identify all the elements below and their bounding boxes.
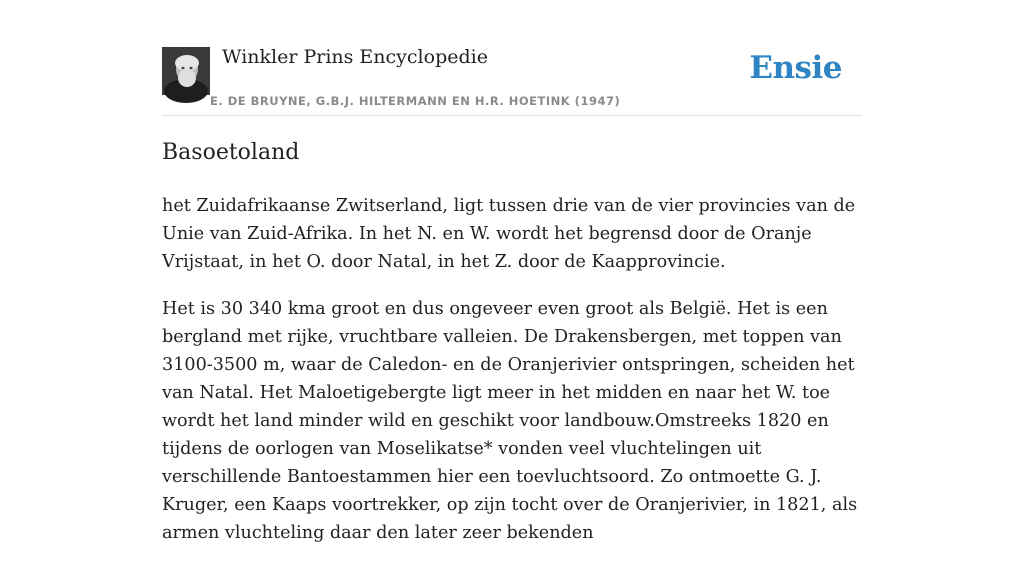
ensie-logo-link[interactable]: Ensie bbox=[749, 50, 842, 86]
book-title[interactable]: Winkler Prins Encyclopedie bbox=[222, 46, 488, 68]
article-body bbox=[162, 192, 867, 566]
portrait-photo-icon bbox=[162, 47, 210, 95]
article-paragraph: het Zuidafrikaanse Zwitserland, ligt tussen drie van de vier provincies van de Unie van Zuid-Afrika. In het N. en W. wordt het begrensd door de Oranje Vrijstaat, in het O. door Natal, in het Z. door de Kaapprovincie. bbox=[162, 196, 856, 272]
article-title: Basoetoland bbox=[162, 140, 300, 165]
site-header bbox=[162, 0, 862, 116]
book-authors: E. DE BRUYNE, G.B.J. HILTERMANN EN H.R. HOETINK (1947) bbox=[210, 94, 621, 108]
author-avatar[interactable] bbox=[162, 47, 210, 95]
article-paragraph: Het is 30 340 kma groot en dus ongeveer even groot als België. Het is een bergland met rijke, vruchtbare valleien. De Drakensbergen, met toppen van 3100-3500 m, waar de Caledon- en de Oranjerivier ontspringen, scheiden het van Natal. Het Maloetigebergte ligt meer in het midden en naar het W. toe wordt het land minder wild en geschikt voor landbouw.Omstreeks 1820 en tijdens de oorlogen van Moselikatse* vonden veel vluchtelingen uit verschillende Bantoestammen hier een toevluchtsoord. Zo ontmoette G. J. Kruger, een Kaaps voortrekker, op zijn tocht over de Oranjerivier, in 1821, als armen vluchteling daar den later zeer bekenden bbox=[162, 299, 858, 543]
